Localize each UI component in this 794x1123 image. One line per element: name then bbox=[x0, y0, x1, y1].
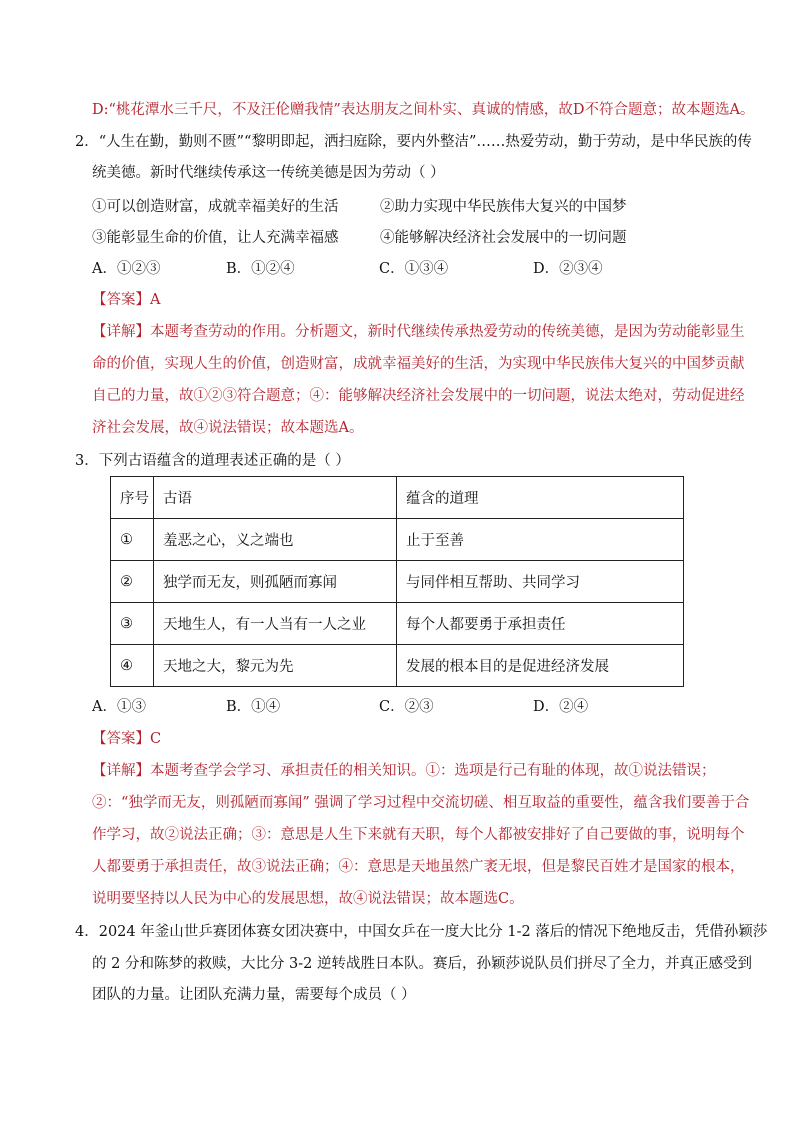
q2-item-2: ②助力实现中华民族伟大复兴的中国梦 bbox=[380, 199, 627, 215]
table-cell: ④ bbox=[111, 645, 154, 687]
q2-option-b: B．①②④ bbox=[226, 261, 295, 277]
table-cell: ② bbox=[111, 561, 154, 603]
q3-detail-line-1: 【详解】本题考查学会学习、承担责任的相关知识。①：选项是行己有耻的体现，故①说法错误； bbox=[92, 763, 716, 779]
q2-option-d: D．②③④ bbox=[533, 261, 603, 277]
q4-stem-line-1: 4．2024 年釜山世乒赛团体赛女团决赛中，中国女乒在一度大比分 1-2 落后的情况下绝地反击，凭借孙颖莎 bbox=[75, 924, 768, 940]
q2-stem-line-2: 统美德。新时代继续传承这一传统美德是因为劳动（ ） bbox=[92, 165, 445, 181]
q2-detail-line-3: 自己的力量，故①②③符合题意；④：能够解决经济社会发展中的一切问题，说法太绝对，劳动促进经 bbox=[92, 388, 745, 404]
table-cell: ① bbox=[111, 519, 154, 561]
table-row bbox=[111, 603, 684, 645]
table-cell: 独学而无友，则孤陋而寡闻 bbox=[154, 561, 397, 603]
table-cell: 羞恶之心，义之端也 bbox=[154, 519, 397, 561]
q4-stem-line-3: 团队的力量。让团队充满力量，需要每个成员（ ） bbox=[92, 987, 416, 1003]
q2-detail-line-1: 【详解】本题考查劳动的作用。分析题文，新时代继续传承热爱劳动的传统美德，是因为劳动能彰显生 bbox=[92, 324, 745, 340]
q2-option-a: A．①②③ bbox=[92, 261, 161, 277]
q2-option-c: C．①③④ bbox=[379, 261, 449, 277]
table-header-row bbox=[111, 477, 684, 519]
q3-detail-line-2: ②：“独学而无友，则孤陋而寡闻” 强调了学习过程中交流切磋、相互取益的重要性，蕴含我们要善于合 bbox=[92, 795, 750, 811]
q3-option-d: D．②④ bbox=[533, 699, 589, 715]
q3-option-c: C．②③ bbox=[379, 699, 434, 715]
q1-detail-tail: D:“桃花潭水三千尺，不及汪伦赠我情”表达朋友之间朴实、真诚的情感，故D不符合题意；故本题选A。 bbox=[92, 102, 755, 118]
table-cell: 发展的根本目的是促进经济发展 bbox=[397, 645, 684, 687]
q3-detail-line-4: 人都要勇于承担责任，故③说法正确；④：意思是天地虽然广袤无垠，但是黎民百姓才是国家的根本， bbox=[92, 859, 745, 875]
q4-stem-line-2: 的 2 分和陈梦的救赎，大比分 3-2 逆转战胜日本队。赛后，孙颖莎说队员们拼尽了全力，并真正感受到 bbox=[92, 956, 753, 972]
table-row bbox=[111, 561, 684, 603]
q3-option-b: B．①④ bbox=[226, 699, 281, 715]
q2-item-1: ①可以创造财富，成就幸福美好的生活 bbox=[92, 199, 339, 215]
table-cell: 天地之大，黎元为先 bbox=[154, 645, 397, 687]
q2-stem-line-1: 2．“人生在勤，勤则不匮”“黎明即起，洒扫庭除，要内外整洁”……热爱劳动，勤于劳动，是中华民族的传 bbox=[75, 134, 752, 150]
q3-option-a: A．①③ bbox=[92, 699, 146, 715]
q3-detail-line-5: 说明要坚持以人民为中心的发展思想，故④说法错误；故本题选C。 bbox=[92, 891, 524, 907]
table-cell: 与同伴相互帮助、共同学习 bbox=[397, 561, 684, 603]
table-cell: 止于至善 bbox=[397, 519, 684, 561]
q2-detail-line-2: 命的价值，实现人生的价值，创造财富，成就幸福美好的生活，为实现中华民族伟大复兴的中国梦贡献 bbox=[92, 356, 745, 372]
table-row bbox=[111, 645, 684, 687]
q2-item-3: ③能彰显生命的价值，让人充满幸福感 bbox=[92, 230, 339, 246]
q2-detail-line-4: 济社会发展，故④说法错误；故本题选A。 bbox=[92, 420, 364, 436]
q3-detail-line-3: 作学习，故②说法正确；③：意思是人生下来就有天职，每个人都被安排好了自己要做的事，说明每个 bbox=[92, 827, 745, 843]
table-cell: ③ bbox=[111, 603, 154, 645]
q3-stem: 3．下列古语蕴含的道理表述正确的是（ ） bbox=[75, 453, 350, 469]
q2-item-4: ④能够解决经济社会发展中的一切问题 bbox=[380, 230, 627, 246]
table-cell: 每个人都要勇于承担责任 bbox=[397, 603, 684, 645]
table-header-cell: 蕴含的道理 bbox=[397, 477, 684, 519]
table-cell: 天地生人，有一人当有一人之业 bbox=[154, 603, 397, 645]
q2-answer: 【答案】A bbox=[92, 292, 161, 308]
q3-table bbox=[110, 476, 684, 687]
table-row bbox=[111, 519, 684, 561]
table-header-cell: 古语 bbox=[154, 477, 397, 519]
table-header-cell: 序号 bbox=[111, 477, 154, 519]
q3-answer: 【答案】C bbox=[92, 731, 162, 747]
